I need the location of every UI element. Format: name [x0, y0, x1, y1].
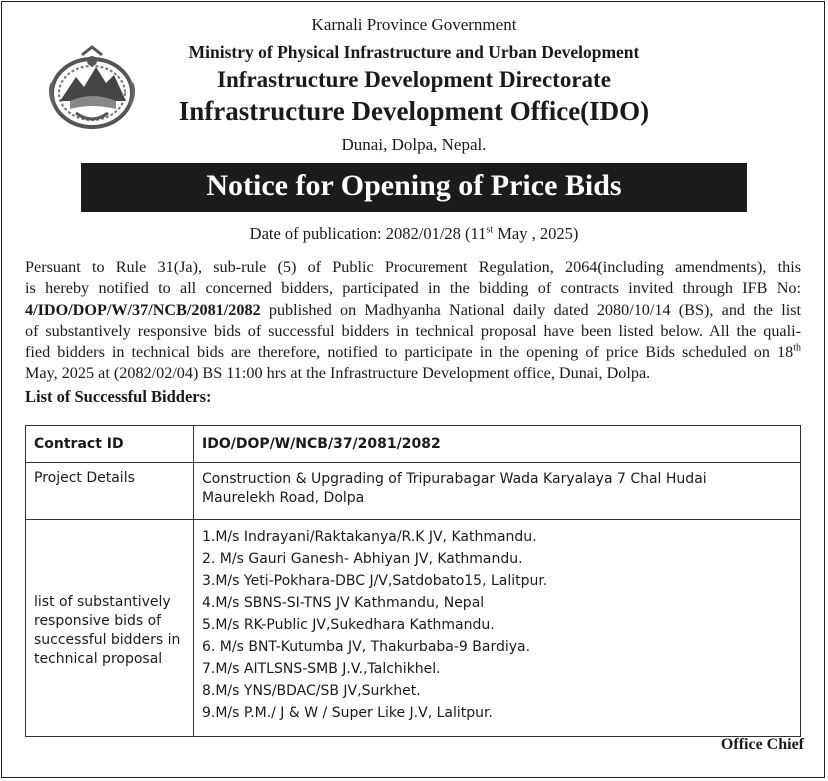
list-item: 4.M/s SBNS-SI-TNS JV Kathmandu, Nepal	[202, 595, 485, 611]
notice-title: Notice for Opening of Price Bids	[81, 163, 747, 212]
government-name: Karnali Province Government	[311, 15, 517, 34]
list-item: 7.M/s AITLSNS-SMB J.V.,Talchikhel.	[202, 661, 441, 677]
contract-id-value: IDO/DOP/W/NCB/37/2081/2082	[194, 426, 801, 463]
bidders-label: list of substantively responsive bids of successful bidders in technical proposal	[26, 520, 194, 737]
list-item: 6. M/s BNT-Kutumba JV, Thakurbaba-9 Bardiya.	[202, 639, 531, 655]
project-details-value: Construction & Upgrading of Tripurabagar Wada Karyalaya 7 Chal Hudai Maurelekh Road, Dolpa	[194, 463, 801, 520]
list-title: List of Successful Bidders:	[25, 387, 212, 406]
directorate-name: Infrastructure Development Directorate	[217, 67, 611, 92]
body-line: of substantively responsive bids of successful bidders in technical proposal have been listed below. All the quali-	[25, 321, 801, 340]
publication-date: Date of publication: 2082/01/28 (11st May , 2025)	[249, 224, 579, 243]
list-item: 8.M/s YNS/BDAC/SB JV,Surkhet.	[202, 683, 421, 699]
bidders-table	[25, 425, 801, 737]
signoff: Office Chief	[720, 736, 804, 753]
table-row	[26, 520, 801, 737]
table-row	[26, 426, 801, 463]
project-details-label: Project Details	[26, 463, 194, 520]
table-row	[26, 463, 801, 520]
body-line: is hereby notified to all concerned bidders, participated in the bidding of contracts invited through IFB No:	[25, 279, 801, 298]
contract-id-label: Contract ID	[26, 426, 194, 463]
office-name: Infrastructure Development Office(IDO)	[178, 96, 650, 126]
body-line: fied bidders in technical bids are therefore, notified to participate in the opening of price Bids scheduled on 18th	[25, 342, 801, 362]
ifb-number: 4/IDO/DOP/W/37/NCB/2081/2082	[25, 300, 261, 319]
list-item: 1.M/s Indrayani/Raktakanya/R.K JV, Kathmandu.	[202, 529, 537, 545]
office-address: Dunai, Dolpa, Nepal.	[341, 135, 487, 154]
bidders-list	[194, 520, 801, 737]
body-line: Persuant to Rule 31(Ja), sub-rule (5) of Public Procurement Regulation, 2064(including amendments), this	[25, 258, 801, 276]
ministry-name: Ministry of Physical Infrastructure and Urban Development	[188, 42, 640, 62]
notice-body	[25, 257, 801, 385]
list-item: 2. M/s Gauri Ganesh- Abhiyan JV, Kathmandu.	[202, 551, 523, 567]
list-item: 5.M/s RK-Public JV,Sukedhara Kathmandu.	[202, 617, 495, 633]
body-line: May, 2025 at (2082/02/04) BS 11:00 hrs at the Infrastructure Development office, Dunai, Dolpa.	[25, 364, 651, 383]
list-item: 3.M/s Yeti-Pokhara-DBC J/V,Satdobato15, Lalitpur.	[202, 573, 548, 589]
list-item: 9.M/s P.M./ J & W / Super Like J.V, Lalitpur.	[202, 705, 493, 721]
body-line: 4/IDO/DOP/W/37/NCB/2081/2082 published on Madhyanha National daily dated 2080/10/14 (BS), and the list	[25, 300, 801, 319]
